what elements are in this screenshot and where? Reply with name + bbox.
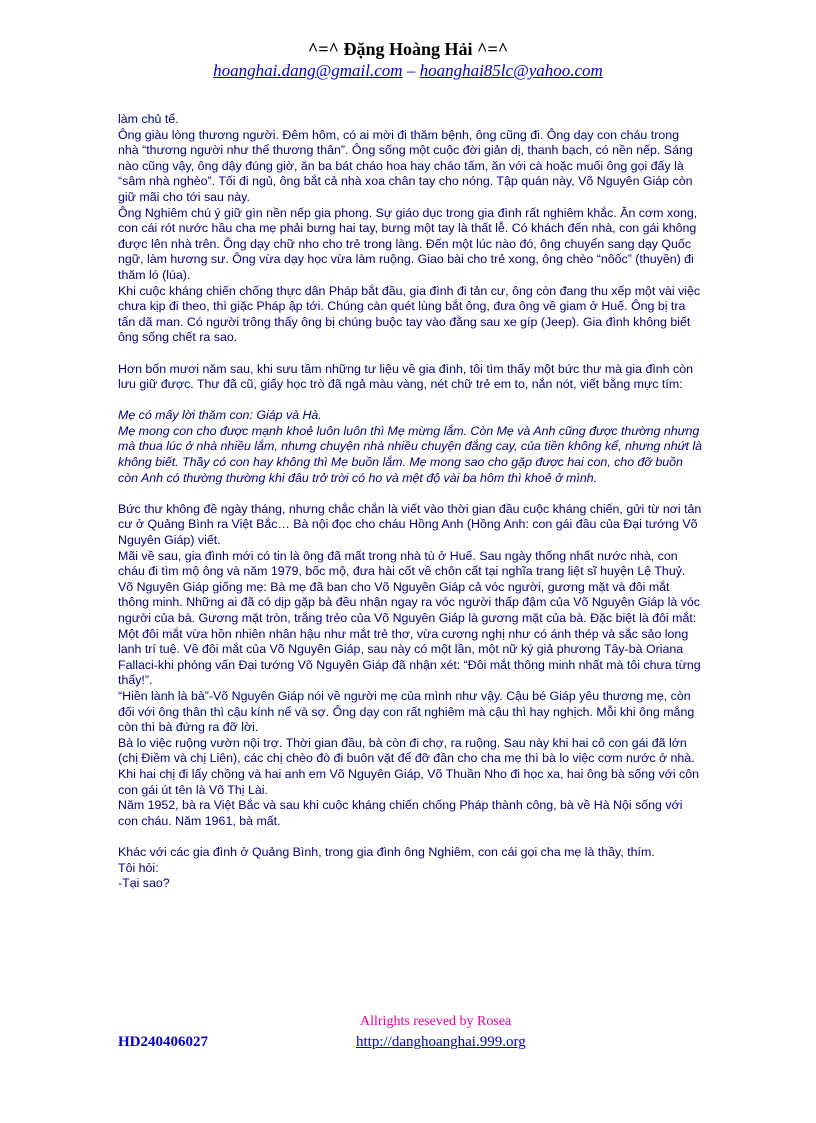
document-id: HD240406027 — [118, 1034, 208, 1050]
paragraph-gap — [118, 829, 703, 845]
letter-body: Mẹ mong con cho được mạnh khoẻ luôn luôn thì Mẹ mừng lắm. Còn Mẹ và Anh cũng được thường nhưng mà thua lúc ở nhà nhiều lắm, nhưng chuyện nhà nhiều chuyện đắng cay, của tiền không kể, nhưng nhứt là không biết. Thầy có con hay không thì Mẹ buồn lắm. Mẹ mong sao cho gặp được hai con, cho đỡ buồn còn Anh có thường thường khi đâu trở trời có ho và mệt độ vài ba hôm thì khoẻ ở mình. — [118, 423, 702, 485]
paragraph: “Hiền lành là bà”-Võ Nguyên Giáp nói về người mẹ của mình như vậy. Cậu bé Giáp yêu thương mẹ, còn đối với ông thân thì cậu kính nể và sợ. Ông dạy con rất nghiêm mà cậu thì hay nghịch. Mỗi khi ông mắng còn thì bà đứng ra đỡ lời. — [118, 688, 695, 735]
paragraph-gap — [118, 393, 703, 409]
paragraph: Năm 1952, bà ra Việt Bắc và sau khi cuộc kháng chiến chống Pháp thành công, bà về Hà Nội sống với con cháu. Năm 1961, bà mất. — [118, 798, 683, 828]
paragraph: Khi cuộc kháng chiến chống thực dân Pháp bắt đầu, gia đình đi tản cư, ông còn đang thu xếp một vài việc chưa kịp đi theo, thì giặc Pháp ập tới. Chúng càn quét lùng bắt ông, đưa ông về giam ở Huế. Ông bị tra tấn dã man. Có người trông thấy ông bị chúng buộc tay vào đằng sau xe gíp (Jeep). Gia đình không biết ông sống chết ra sao. — [118, 283, 701, 345]
paragraph: Tôi hỏi: — [118, 860, 159, 875]
author-emails — [0, 60, 816, 82]
paragraph: Bức thư không đề ngày tháng, nhưng chắc chắn là viết vào thời gian đầu cuộc kháng chiến, gửi từ nơi tản cư ở Quảng Bình ra Việt Bắc… Bà nội đọc cho cháu Hồng Anh (Hồng Anh: con gái đầu của Đại tướng Võ Nguyên Giáp) viết. — [118, 501, 702, 548]
email-link-gmail[interactable]: hoanghai.dang@gmail.com — [213, 61, 403, 80]
paragraph-gap — [118, 486, 703, 502]
paragraph: Bà lo việc ruộng vườn nội trợ. Thời gian đầu, bà còn đi chợ, ra ruộng. Sau này khi hai cô con gái đã lớn (chị Điềm và chị Liên), các chị chèo đò đi buôn vặt để đỡ đần cho cha mẹ thì bà lo việc cơm nước ở nhà. Khi hai chị đi lấy chồng và hai anh em Võ Nguyên Giáp, Võ Thuần Nho đi học xa, hai ông bà sống với côn con gái út tên là Võ Thị Lài. — [118, 735, 699, 797]
paragraph: Khác với các gia đình ở Quảng Bình, trong gia đình ông Nghiêm, con cái gọi cha mẹ là thầy, thím. — [118, 844, 655, 859]
paragraph: -Tại sao? — [118, 876, 170, 891]
letter-greeting: Mẹ có mấy lời thăm con: Giáp và Hà. — [118, 408, 322, 423]
paragraph: Ông giàu lòng thương người. Đêm hôm, có ai mời đi thăm bệnh, ông cũng đi. Ông dạy con cháu trong nhà “thương người như thể thương thân”. Ông sống một cuộc đời giản dị, thanh bạch, có nền nếp. Sáng nào cũng vậy, ông dậy đúng giờ, ăn ba bát cháo hoa hay cháo tấm, ăn với cà hoặc muối ông gọi đấy là “sâm nhà nghèo”. Tối đi ngủ, ông bắt cả nhà xoa chân tay cho nóng. Tập quán này, Võ Nguyên Giáp còn giữ mãi cho tới sau này. — [118, 127, 693, 204]
copyright-credit: Allrights reseved by Rosea — [360, 1014, 512, 1029]
paragraph: Võ Nguyên Giáp giống mẹ: Bà mẹ đã ban cho Võ Nguyên Giáp cả vóc người, gương mặt và đôi mắt thông minh. Những ai đã có dịp gặp bà đều nhận ngay ra vóc người thấp đậm của Võ Nguyên Giáp là vóc người của bà. Gương mặt tròn, trắng trẻo của Võ Nguyên Giáp là gương mặt của bà. Đặc biệt là đôi mắt: Một đôi mắt vừa hồn nhiên nhân hậu như mắt trẻ thơ, vừa cương nghị như có ánh thép và sắc sảo long lanh trí tuệ. Về đôi mắt của Võ Nguyên Giáp, sau này có một lần, một nữ ký giả phương Tây-bà Oriana Fallaci-khi phỏng vấn Đại tướng Võ Nguyên Giáp đã nhận xét: “Đôi mắt thông minh nhất mà tôi chưa từng thấy!”. — [118, 579, 701, 688]
paragraph: Mãi về sau, gia đình mới có tin là ông đã mất trong nhà tù ở Huế. Sau ngày thống nhất nước nhà, con cháu đi tìm mộ ông và năm 1979, bốc mộ, đưa hài cốt về chôn cất tại nghĩa trang liệt sĩ huyện Lệ Thuỷ. — [118, 548, 686, 579]
author-name: ^=^ Đặng Hoàng Hải ^=^ — [307, 39, 509, 59]
paragraph: Hơn bốn mươi năm sau, khi sưu tầm những tư liệu về gia đình, tôi tìm thấy một bức thư mà gia đình còn lưu giữ được. Thư đã cũ, giấy học trò đã ngả màu vàng, nét chữ trẻ em to, nắn nót, viết bằng mực tím: — [118, 361, 693, 392]
page-header — [0, 38, 816, 82]
paragraph-gap — [118, 346, 703, 362]
email-separator: – — [402, 61, 420, 80]
paragraph: làm chủ tế. — [118, 112, 179, 126]
paragraph: Ông Nghiêm chú ý giữ gìn nền nếp gia phong. Sự giáo dục trong gia đình rất nghiêm khắc. Ăn cơm xong, con cái rót nước hầu cha mẹ phải bưng hai tay, bưng một tay là thất lễ. Có khách đến nhà, con gái không được lên nhà trên. Ông dạy chữ nho cho trẻ trong làng. Đến một lúc nào đó, ông chuyển sang dạy Quốc ngữ, làm hương sư. Ông vừa dạy học vừa làm ruộng. Giao bài cho trẻ xong, ông chèo “nôốc” (thuyền) đi thăm ló (lúa). — [118, 205, 698, 282]
website-link[interactable]: http://danghoanghai.999.org — [356, 1034, 526, 1050]
email-link-yahoo[interactable]: hoanghai85lc@yahoo.com — [419, 61, 603, 80]
document-body — [118, 112, 703, 892]
